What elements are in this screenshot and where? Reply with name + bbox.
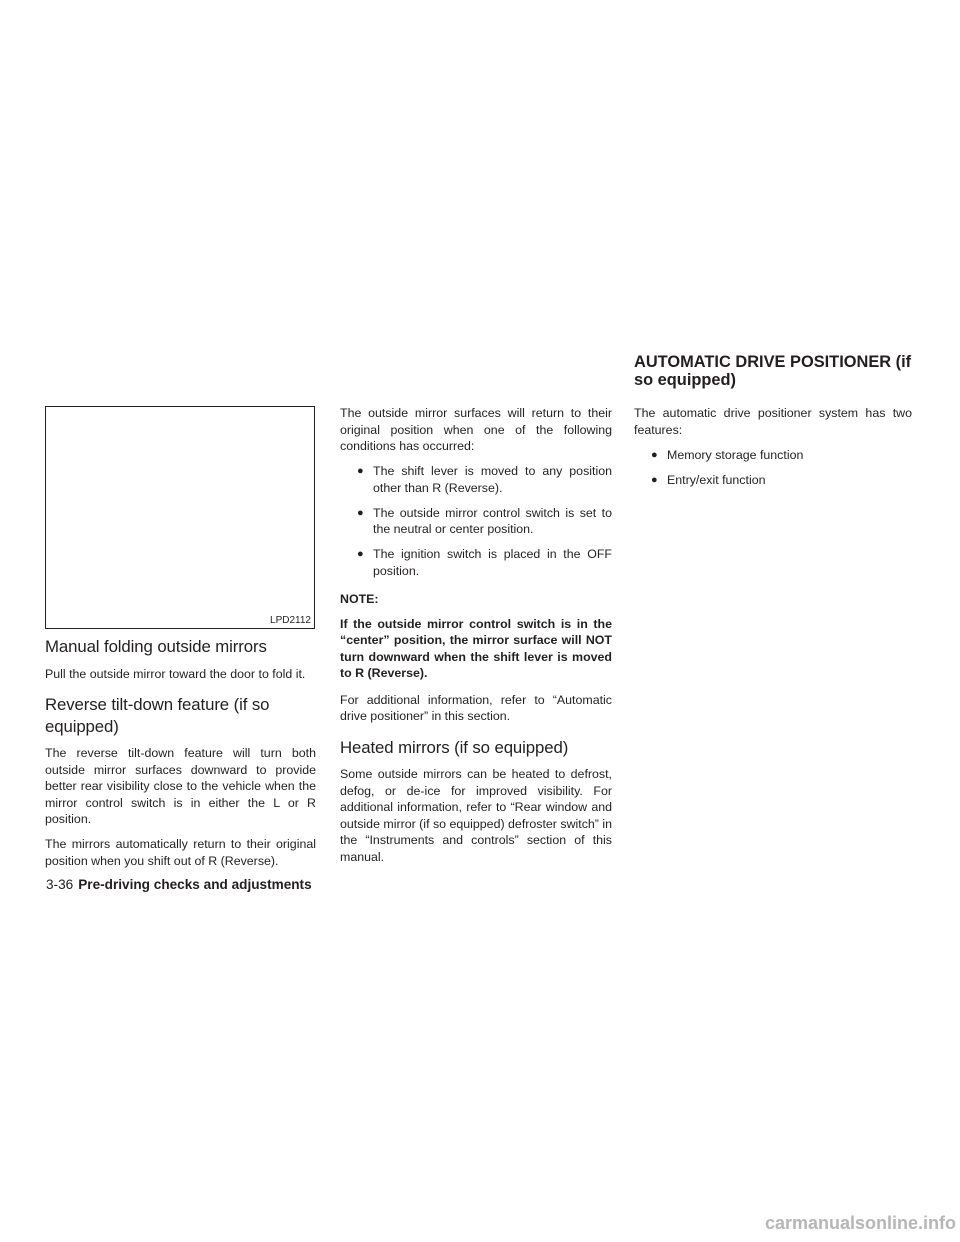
- heading-manual-folding: Manual folding outside mirrors: [45, 637, 267, 656]
- list-item: ● The shift lever is moved to any position other than R (Reverse).: [357, 464, 612, 495]
- list-item: ● Memory storage function: [651, 447, 804, 462]
- paragraph-reverse-tilt-1: The reverse tilt-down feature will turn both outside mirror surfaces downward to provide better rear visibility close to the vehicle when the mirror control switch is in either the L or R position.: [45, 746, 316, 826]
- bullet-icon: ●: [651, 448, 658, 461]
- column-2: [340, 405, 612, 874]
- column-3: [634, 405, 912, 497]
- note-body: If the outside mirror control switch is in the “center” position, the mirror surface will NOT turn downward when the shift lever is moved to R (Reverse).: [340, 616, 612, 680]
- paragraph-positioner-intro: The automatic drive positioner system has two features:: [634, 406, 912, 437]
- bullet-icon: ●: [357, 506, 364, 519]
- positioner-features-list: [634, 447, 912, 489]
- section-heading-automatic-drive-positioner: AUTOMATIC DRIVE POSITIONER (if so equipped): [634, 353, 912, 389]
- bullet-icon: ●: [357, 548, 364, 560]
- return-conditions-list: [340, 463, 612, 579]
- paragraph-reverse-tilt-2: The mirrors automatically return to their original position when you shift out of R (Reverse).: [45, 837, 316, 868]
- page-footer: [46, 877, 312, 892]
- column-1: [45, 636, 316, 878]
- page-number: 3-36: [46, 877, 74, 892]
- figure-label: LPD2112: [270, 615, 311, 626]
- heading-heated-mirrors: Heated mirrors (if so equipped): [340, 737, 569, 757]
- bullet-icon: ●: [357, 465, 364, 477]
- note-heading: NOTE:: [340, 592, 379, 606]
- paragraph-reference: For additional information, refer to “Automatic drive positioner” in this section.: [340, 692, 612, 723]
- figure-lpd2112: [45, 406, 315, 629]
- chapter-title: Pre-driving checks and adjustments: [78, 877, 312, 892]
- paragraph-manual-folding: Pull the outside mirror toward the door to fold it.: [45, 666, 306, 681]
- heading-reverse-tilt: Reverse tilt-down feature (if so equipped): [45, 695, 270, 736]
- watermark: carmanualsonline.info: [764, 1213, 956, 1233]
- list-item: ● The outside mirror control switch is set to the neutral or center position.: [357, 505, 612, 536]
- list-item: ● Entry/exit function: [651, 472, 766, 487]
- paragraph-heated-mirrors: Some outside mirrors can be heated to defrost, defog, or de-ice for improved visibility. For additional information, refer to “Rear window and outside mirror (if so equipped) defroster switch” in the “Instruments and controls” section of this manual.: [340, 767, 613, 864]
- bullet-icon: ●: [651, 473, 658, 486]
- list-item: ● The ignition switch is placed in the OFF position.: [357, 547, 612, 578]
- paragraph-return-intro: The outside mirror surfaces will return to their original position when one of the following conditions has occurred:: [340, 406, 612, 453]
